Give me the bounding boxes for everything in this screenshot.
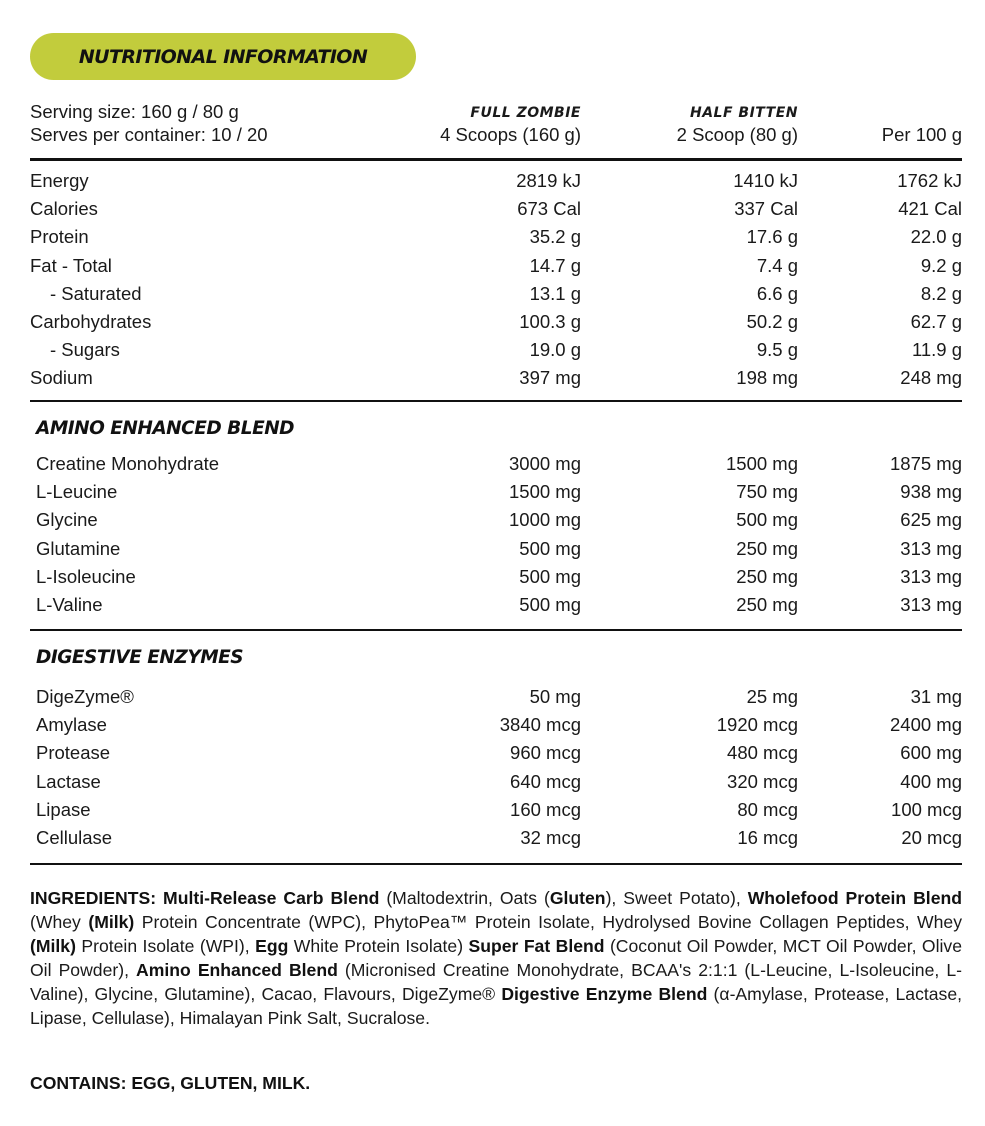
row-label: Sodium bbox=[30, 367, 93, 389]
value-full-zombie: 2819 kJ bbox=[516, 170, 581, 191]
table-row bbox=[30, 252, 962, 280]
value-per-100g: 22.0 g bbox=[910, 226, 962, 248]
table-row bbox=[30, 364, 962, 392]
row-label: Creatine Monohydrate bbox=[36, 453, 220, 474]
value-full-zombie: 3840 mcg bbox=[499, 714, 581, 736]
table-row bbox=[30, 535, 962, 563]
column-sub: 4 Scoops (160 g) bbox=[440, 124, 581, 145]
serving-size: Serving size: 160 g / 80 g bbox=[30, 101, 239, 122]
serving-meta bbox=[30, 100, 268, 146]
row-label: Cellulase bbox=[36, 826, 113, 848]
row-label: - Saturated bbox=[50, 282, 142, 304]
ingredient-bold-segment: Gluten bbox=[549, 888, 606, 908]
value-full-zombie: 1000 mg bbox=[509, 509, 581, 531]
ingredient-segment: (Maltodextrin, Oats ( bbox=[379, 888, 550, 908]
column-sub: Per 100 g bbox=[881, 124, 962, 145]
value-full-zombie: 1500 mg bbox=[509, 481, 581, 503]
nutrition-table bbox=[30, 167, 962, 393]
value-half-bitten: 320 mcg bbox=[727, 770, 798, 792]
column-name: HALF BITTEN bbox=[690, 105, 798, 121]
column-per-100g bbox=[882, 100, 962, 146]
value-half-bitten: 6.6 g bbox=[756, 282, 798, 304]
ingredient-bold-segment: Digestive Enzyme Blend bbox=[501, 984, 708, 1005]
ingredients-text bbox=[30, 886, 962, 1031]
value-full-zombie: 500 mg bbox=[519, 593, 581, 615]
value-per-100g: 248 mg bbox=[900, 367, 962, 389]
value-full-zombie: 673 Cal bbox=[517, 198, 581, 220]
row-label: DigeZyme® bbox=[36, 686, 134, 707]
value-half-bitten: 480 mcg bbox=[727, 742, 798, 764]
table-row bbox=[30, 796, 962, 824]
value-full-zombie: 397 mg bbox=[519, 367, 581, 389]
value-per-100g: 313 mg bbox=[900, 565, 962, 587]
column-name: FULL ZOMBIE bbox=[470, 105, 581, 121]
ingredient-segment: (α-Amylase, Protease, Lactase, Lipase, Cellulase), Himalayan Pink Salt, Sucralose. bbox=[30, 984, 963, 1029]
value-half-bitten: 25 mg bbox=[746, 686, 798, 707]
table-row bbox=[30, 195, 962, 223]
table-row bbox=[30, 711, 962, 739]
table-row bbox=[30, 591, 962, 619]
value-full-zombie: 640 mcg bbox=[510, 770, 581, 792]
value-half-bitten: 500 mg bbox=[736, 509, 798, 531]
table-row bbox=[30, 768, 962, 796]
value-per-100g: 62.7 g bbox=[910, 310, 962, 332]
value-half-bitten: 250 mg bbox=[736, 593, 798, 615]
table-row bbox=[30, 478, 962, 506]
value-per-100g: 400 mg bbox=[900, 770, 962, 792]
amino-table bbox=[30, 450, 962, 619]
table-row bbox=[30, 167, 962, 195]
row-label: Carbohydrates bbox=[30, 310, 152, 332]
value-full-zombie: 50 mg bbox=[529, 686, 581, 707]
table-row bbox=[30, 450, 962, 478]
row-label: Lipase bbox=[36, 798, 91, 820]
value-half-bitten: 17.6 g bbox=[746, 226, 798, 248]
row-label: - Sugars bbox=[50, 339, 120, 361]
value-half-bitten: 1500 mg bbox=[726, 453, 798, 474]
ingredient-bold-segment: Amino Enhanced Blend bbox=[136, 960, 338, 981]
table-row bbox=[30, 563, 962, 591]
badge-title: NUTRITIONAL INFORMATION bbox=[78, 45, 368, 68]
value-per-100g: 100 mcg bbox=[891, 798, 962, 820]
value-per-100g: 1875 mg bbox=[890, 453, 962, 474]
row-label: Amylase bbox=[36, 714, 107, 736]
ingredient-bold-segment: (Milk) bbox=[88, 912, 135, 933]
header-divider bbox=[30, 158, 962, 161]
value-full-zombie: 19.0 g bbox=[529, 339, 581, 361]
table-row bbox=[30, 308, 962, 336]
value-full-zombie: 14.7 g bbox=[529, 254, 581, 276]
amino-section-title: AMINO ENHANCED BLEND bbox=[36, 418, 295, 439]
value-half-bitten: 80 mcg bbox=[737, 798, 798, 820]
value-full-zombie: 35.2 g bbox=[529, 226, 581, 248]
value-per-100g: 31 mg bbox=[910, 686, 962, 707]
nutritional-information-badge bbox=[30, 33, 416, 80]
ingredient-segment: (Micronised Creatine Monohydrate, BCAA's 2:1:1 (L-Leucine, L-Isoleucine, L-Valine), Glycine, Glutamine), Cacao, Flavours, DigeZyme® bbox=[30, 960, 962, 1005]
column-sub: 2 Scoop (80 g) bbox=[676, 124, 798, 145]
row-label: Glutamine bbox=[36, 537, 121, 559]
row-label: Calories bbox=[30, 198, 98, 220]
value-per-100g: 600 mg bbox=[900, 742, 962, 764]
row-label: Glycine bbox=[36, 509, 98, 531]
nutrition-divider bbox=[30, 400, 962, 402]
row-label: Energy bbox=[30, 170, 89, 191]
row-label: Fat - Total bbox=[30, 254, 112, 276]
value-half-bitten: 1920 mcg bbox=[716, 714, 798, 736]
table-row bbox=[30, 683, 962, 711]
value-per-100g: 8.2 g bbox=[920, 282, 962, 304]
ingredient-segment: (Whey bbox=[30, 912, 89, 933]
value-half-bitten: 9.5 g bbox=[756, 339, 798, 361]
amino-divider bbox=[30, 629, 962, 631]
value-per-100g: 313 mg bbox=[900, 593, 962, 615]
value-half-bitten: 198 mg bbox=[736, 367, 798, 389]
ingredient-bold-segment: Wholefood Protein Blend bbox=[747, 888, 962, 908]
value-full-zombie: 3000 mg bbox=[509, 453, 581, 474]
ingredient-bold-segment: (Milk) bbox=[30, 936, 76, 957]
value-per-100g: 625 mg bbox=[900, 509, 962, 531]
serves-per-container: Serves per container: 10 / 20 bbox=[30, 124, 268, 145]
serving-header bbox=[30, 100, 962, 160]
column-half-bitten bbox=[677, 100, 798, 146]
value-per-100g: 938 mg bbox=[900, 481, 962, 503]
value-per-100g: 313 mg bbox=[900, 537, 962, 559]
value-half-bitten: 7.4 g bbox=[756, 254, 798, 276]
column-name bbox=[882, 100, 962, 123]
value-half-bitten: 50.2 g bbox=[746, 310, 798, 332]
row-label: Lactase bbox=[36, 770, 101, 792]
row-label: L-Isoleucine bbox=[36, 565, 136, 587]
column-full-zombie bbox=[440, 100, 581, 146]
ingredient-bold-segment: INGREDIENTS: Multi-Release Carb Blend bbox=[30, 888, 380, 908]
table-row bbox=[30, 506, 962, 534]
ingredient-segment: ), Sweet Potato), bbox=[605, 888, 748, 908]
table-row bbox=[30, 824, 962, 852]
value-per-100g: 9.2 g bbox=[920, 254, 962, 276]
ingredient-segment: Protein Concentrate (WPC), PhytoPea™ Protein Isolate, Hydrolysed Bovine Collagen Peptides, Whey bbox=[134, 912, 962, 933]
value-per-100g: 2400 mg bbox=[890, 714, 962, 736]
table-row bbox=[30, 739, 962, 767]
value-full-zombie: 100.3 g bbox=[519, 310, 581, 332]
table-row bbox=[30, 223, 962, 251]
value-half-bitten: 250 mg bbox=[736, 565, 798, 587]
value-half-bitten: 337 Cal bbox=[734, 198, 798, 220]
value-per-100g: 421 Cal bbox=[898, 198, 962, 220]
value-per-100g: 1762 kJ bbox=[897, 170, 962, 191]
value-full-zombie: 13.1 g bbox=[529, 282, 581, 304]
table-row bbox=[30, 336, 962, 364]
row-label: L-Leucine bbox=[36, 481, 118, 503]
ingredient-segment: Protein Isolate (WPI), bbox=[75, 936, 256, 957]
value-full-zombie: 32 mcg bbox=[520, 826, 581, 848]
ingredient-bold-segment: Egg bbox=[255, 936, 289, 957]
value-half-bitten: 250 mg bbox=[736, 537, 798, 559]
value-full-zombie: 500 mg bbox=[519, 537, 581, 559]
row-label: Protein bbox=[30, 226, 89, 248]
enzymes-divider bbox=[30, 863, 962, 865]
enzymes-section-title: DIGESTIVE ENZYMES bbox=[36, 647, 244, 668]
value-full-zombie: 500 mg bbox=[519, 565, 581, 587]
value-half-bitten: 16 mcg bbox=[737, 826, 798, 848]
allergen-contains: CONTAINS: EGG, GLUTEN, MILK. bbox=[30, 1073, 311, 1093]
value-per-100g: 20 mcg bbox=[901, 826, 962, 848]
ingredient-segment: (Coconut Oil Powder, MCT Oil Powder, Olive Oil Powder), bbox=[30, 936, 962, 981]
value-full-zombie: 960 mcg bbox=[510, 742, 581, 764]
ingredient-bold-segment: Super Fat Blend bbox=[468, 936, 605, 957]
row-label: Protease bbox=[36, 742, 111, 764]
value-full-zombie: 160 mcg bbox=[510, 798, 581, 820]
ingredient-segment: White Protein Isolate) bbox=[288, 936, 469, 957]
value-per-100g: 11.9 g bbox=[911, 339, 962, 361]
value-half-bitten: 1410 kJ bbox=[733, 170, 798, 191]
enzymes-table bbox=[30, 683, 962, 852]
table-row bbox=[30, 280, 962, 308]
row-label: L-Valine bbox=[36, 593, 103, 615]
value-half-bitten: 750 mg bbox=[736, 481, 798, 503]
